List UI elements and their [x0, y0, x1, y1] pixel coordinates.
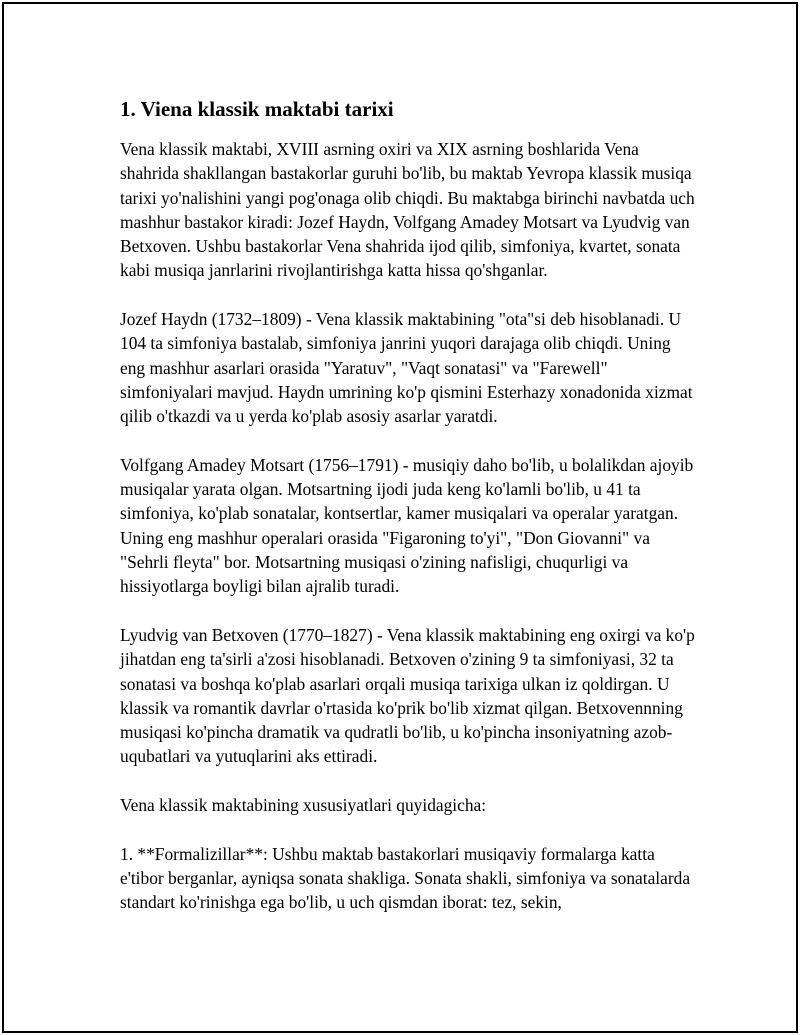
document-body — [120, 96, 695, 939]
paragraph-betxoven: Lyudvig van Betxoven (1770–1827) - Vena klassik maktabining eng oxirgi va ko'p jihatdan eng ta'sirli a'zosi hisoblanadi. Betxoven o'zining 9 ta simfoniyasi, 32 ta sonatasi va boshqa ko'plab asarlari orqali musiqa tarixiga ulkan iz qoldirgan. U klassik va romantik davrlar o'rtasida ko'prik bo'lib xizmat qilgan. Betxovennning musiqasi ko'pincha dramatik va qudratli bo'lib, u ko'pincha insoniyatning azob-uqubatlari va yutuqlarini aks ettiradi. — [120, 624, 695, 767]
section-heading: 1. Viena klassik maktabi tarixi — [120, 97, 394, 121]
paragraph-motsart: Volfgang Amadey Motsart (1756–1791) - musiqiy daho bo'lib, u bolalikdan ajoyib musiqalar yarata olgan. Motsartning ijodi juda keng ko'lamli bo'lib, u 41 ta simfoniya, ko'plab sonatalar, kontsertlar, kamer musiqalari va operalar yaratgan. Uning eng mashhur operalari orasida "Figaroning to'yi", "Don Giovanni" va "Sehrli fleyta" bor. Motsartning musiqasi o'zining nafisligi, chuqurligi va hissiyotlarga boyligi bilan ajralib turadi. — [120, 454, 694, 597]
paragraph-features-intro: Vena klassik maktabining xususiyatlari quyidagicha: — [120, 795, 487, 816]
paragraph-haydn: Jozef Haydn (1732–1809) - Vena klassik maktabining "ota"si deb hisoblanadi. U 104 ta simfoniya bastalab, simfoniya janrini yuqori darajaga olib chiqdi. Uning eng mashhur asarlari orasida "Yaratuv", "Vaqt sonatasi" va "Farewell" simfoniyalari mavjud. Haydn umrining ko'p qismini Esterhazy xonadonida xizmat qilib o'tkazdi va u yerda ko'plab asosiy asarlar yaratdi. — [120, 309, 693, 427]
paragraph-intro: Vena klassik maktabi, XVIII asrning oxiri va XIX asrning boshlarida Vena shahrida shakllangan bastakorlar guruhi bo'lib, bu maktab Yevropa klassik musiqa tarixi yo'nalishini yangi pog'onaga olib chiqdi. Bu maktabga birinchi navbatda uch mashhur bastakor kiradi: Jozef Haydn, Volfgang Amadey Motsart va Lyudvig van Betxoven. Ushbu bastakorlar Vena shahrida ijod qilib, simfoniya, kvartet, sonata kabi musiqa janrlarini rivojlantirishga katta hissa qo'shganlar. — [120, 139, 695, 281]
document-page — [2, 2, 798, 1033]
paragraph-feature-1: 1. **Formalizillar**: Ushbu maktab bastakorlari musiqaviy formalarga katta e'tibor berganlar, ayniqsa sonata shakliga. Sonata shakli, simfoniya va sonatalarda standart ko'rinishga ega bo'lib, u uch qismdan iborat: tez, sekin, — [120, 843, 691, 913]
